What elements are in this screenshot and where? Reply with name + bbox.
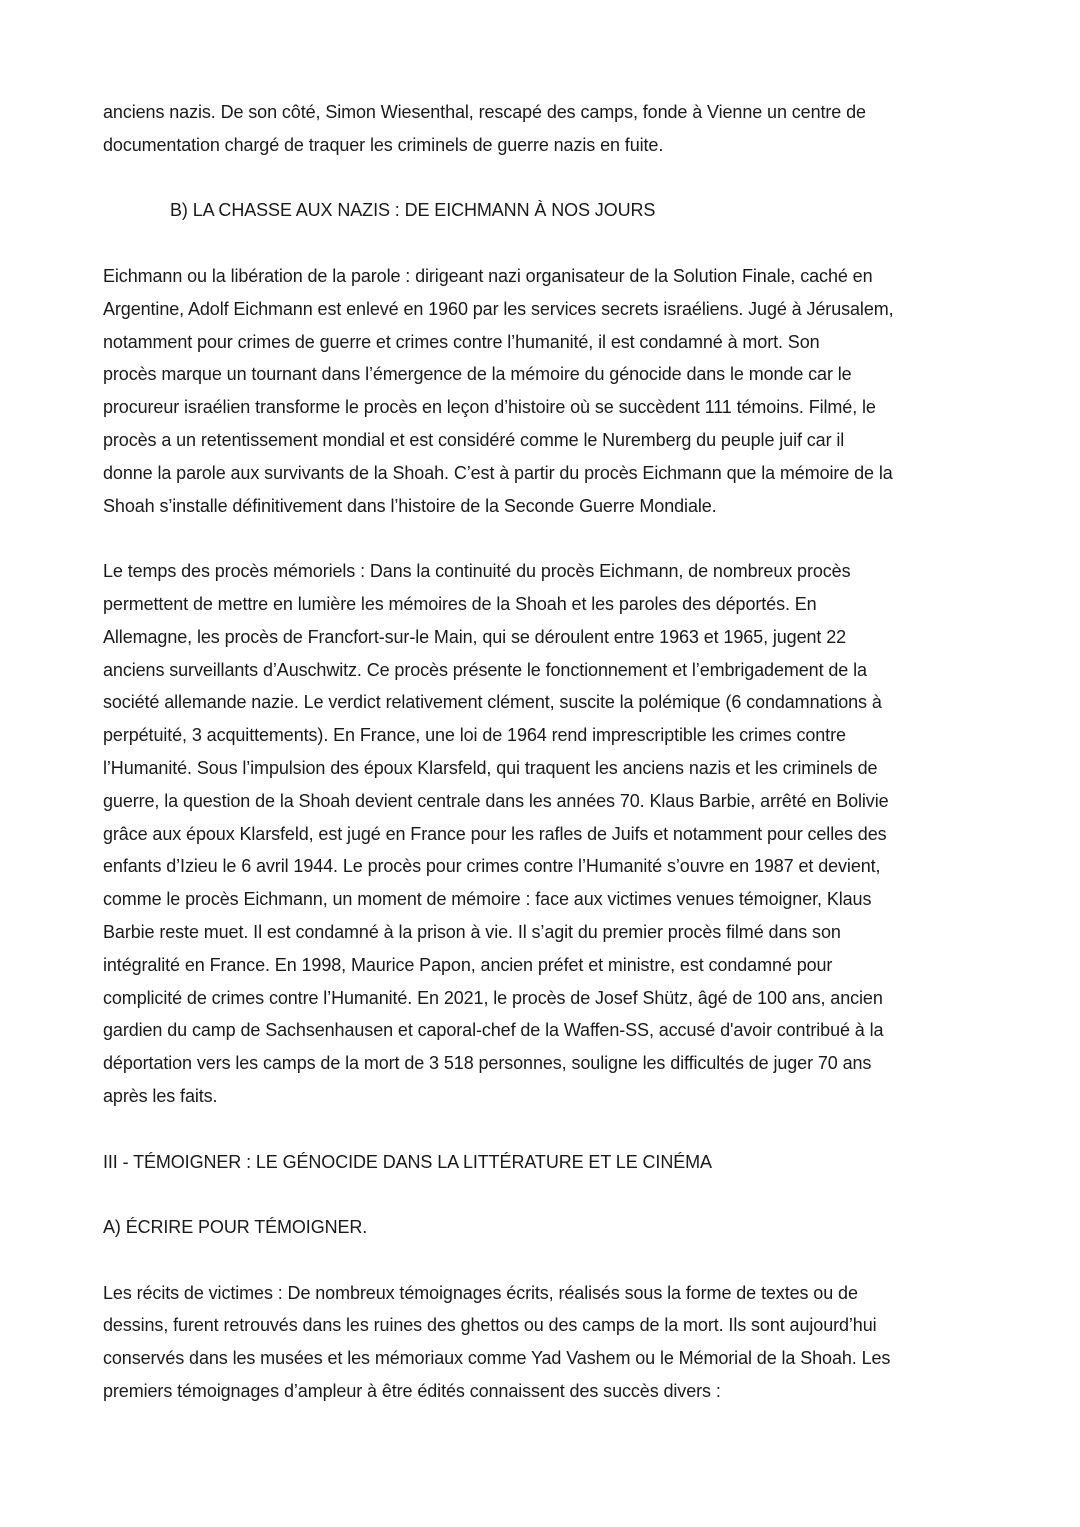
text-line: documentation chargé de traquer les criminels de guerre nazis en fuite. [103, 134, 664, 155]
text-line: enfants d’Izieu le 6 avril 1944. Le procès pour crimes contre l’Humanité s’ouvre en 1987 et devient, [103, 856, 881, 877]
text-line: Eichmann ou la libération de la parole : dirigeant nazi organisateur de la Solution Finale, caché en [103, 265, 873, 286]
recits-victimes-paragraph [103, 1277, 1003, 1408]
text-line: anciens surveillants d’Auschwitz. Ce procès présente le fonctionnement et l’embrigadement de la [103, 659, 867, 680]
text-line: intégralité en France. En 1998, Maurice Papon, ancien préfet et ministre, est condamné pour [103, 954, 833, 975]
text-line: comme le procès Eichmann, un moment de mémoire : face aux victimes venues témoigner, Klaus [103, 889, 872, 910]
text-line: Shoah s’installe définitivement dans l’histoire de la Seconde Guerre Mondiale. [103, 495, 717, 516]
text-line: Le temps des procès mémoriels : Dans la continuité du procès Eichmann, de nombreux procès [103, 561, 851, 582]
intro-paragraph [103, 96, 1003, 162]
text-line: perpétuité, 3 acquittements). En France, une loi de 1964 rend imprescriptible les crimes contre [103, 725, 846, 746]
text-line: permettent de mettre en lumière les mémoires de la Shoah et les paroles des déportés. En [103, 593, 817, 614]
text-line: l’Humanité. Sous l’impulsion des époux Klarsfeld, qui traquent les anciens nazis et les criminels de [103, 757, 878, 778]
text-line: guerre, la question de la Shoah devient centrale dans les années 70. Klaus Barbie, arrêté en Bolivie [103, 790, 889, 811]
text-line: déportation vers les camps de la mort de 3 518 personnes, souligne les difficultés de juger 70 ans [103, 1053, 872, 1074]
text-line: notamment pour crimes de guerre et crimes contre l’humanité, il est condamné à mort. Son [103, 331, 820, 352]
text-line: dessins, furent retrouvés dans les ruines des ghettos ou des camps de la mort. Ils sont aujourd’hui [103, 1315, 877, 1336]
text-line: société allemande nazie. Le verdict relativement clément, suscite la polémique (6 condamnations à [103, 692, 882, 713]
proces-memoriels-paragraph [103, 555, 1003, 1113]
eichmann-paragraph [103, 260, 1003, 522]
text-line: gardien du camp de Sachsenhausen et caporal-chef de la Waffen-SS, accusé d'avoir contribué à la [103, 1020, 884, 1041]
text-line: donne la parole aux survivants de la Shoah. C’est à partir du procès Eichmann que la mémoire de la [103, 462, 893, 483]
text-line: après les faits. [103, 1085, 218, 1106]
document-page [103, 96, 1003, 1408]
text-line: Argentine, Adolf Eichmann est enlevé en 1960 par les services secrets israéliens. Jugé à Jérusalem, [103, 298, 894, 319]
section-heading-b: B) LA CHASSE AUX NAZIS : DE EICHMANN À NOS JOURS [170, 200, 656, 221]
text-line: complicité de crimes contre l’Humanité. En 2021, le procès de Josef Shütz, âgé de 100 ans, ancien [103, 987, 883, 1008]
text-line: anciens nazis. De son côté, Simon Wiesenthal, rescapé des camps, fonde à Vienne un centre de [103, 102, 866, 122]
text-line: Les récits de victimes : De nombreux témoignages écrits, réalisés sous la forme de textes ou de [103, 1282, 858, 1303]
section-heading-a: A) ÉCRIRE POUR TÉMOIGNER. [103, 1217, 368, 1238]
text-line: grâce aux époux Klarsfeld, est jugé en France pour les rafles de Juifs et notamment pour celles des [103, 823, 887, 844]
section-heading-iii: III - TÉMOIGNER : LE GÉNOCIDE DANS LA LITTÉRATURE ET LE CINÉMA [103, 1151, 712, 1172]
text-line: premiers témoignages d’ampleur à être édités connaissent des succès divers : [103, 1381, 721, 1402]
text-line: conservés dans les musées et les mémoriaux comme Yad Vashem ou le Mémorial de la Shoah. Les [103, 1348, 891, 1369]
text-line: procès a un retentissement mondial et est considéré comme le Nuremberg du peuple juif car il [103, 429, 845, 450]
text-line: procureur israélien transforme le procès en leçon d’histoire où se succèdent 111 témoins. Filmé, le [103, 397, 876, 418]
text-line: Barbie reste muet. Il est condamné à la prison à vie. Il s’agit du premier procès filmé dans son [103, 921, 841, 942]
text-line: procès marque un tournant dans l’émergence de la mémoire du génocide dans le monde car le [103, 364, 852, 385]
text-line: Allemagne, les procès de Francfort-sur-le Main, qui se déroulent entre 1963 et 1965, jugent 22 [103, 626, 847, 647]
